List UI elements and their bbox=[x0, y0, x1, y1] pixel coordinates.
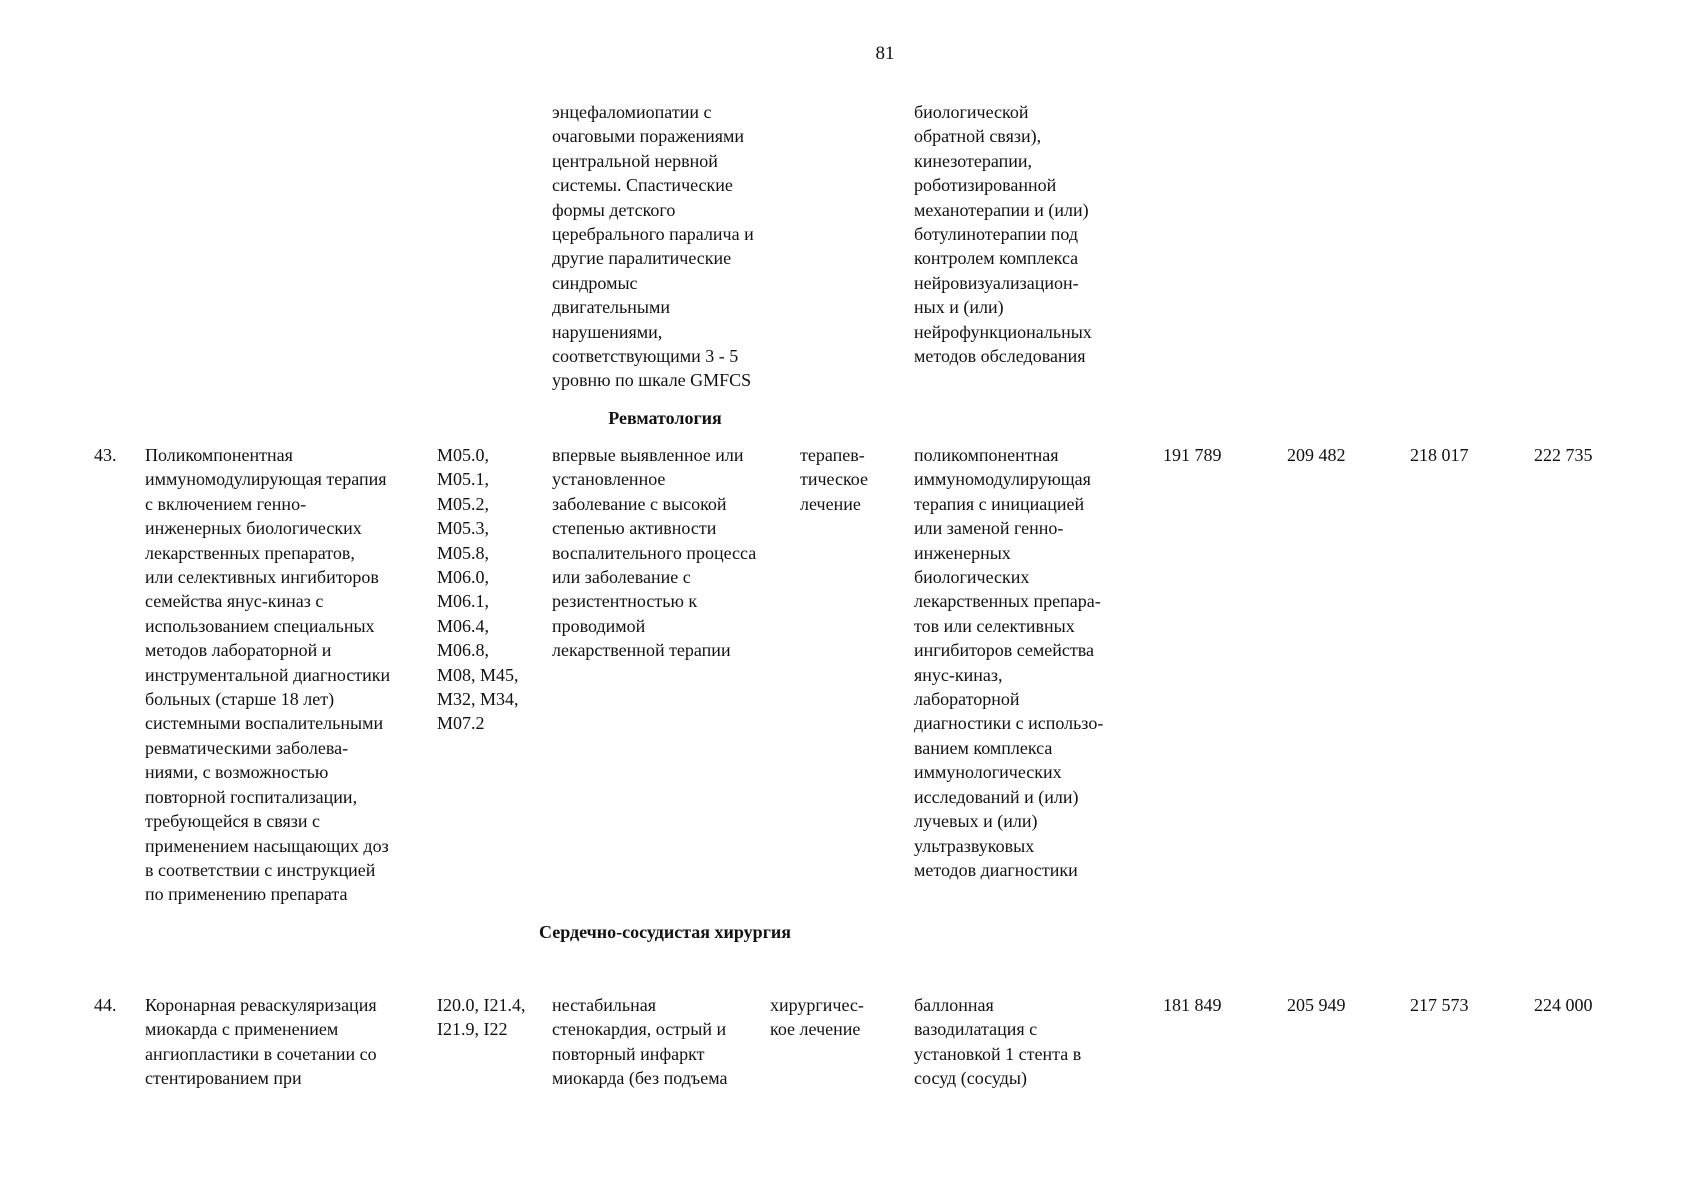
treatment-type-cell: терапев- тическое лечение bbox=[800, 445, 869, 514]
row-index: 44. bbox=[94, 995, 117, 1015]
diagnosis-cell: нестабильная стенокардия, острый и повторный инфаркт миокарда (без подъема bbox=[552, 995, 728, 1089]
method-cell: баллонная вазодилатация с установкой 1 стента в сосуд (сосуды) bbox=[914, 995, 1082, 1089]
cost-value-1: 191 789 bbox=[1163, 445, 1222, 465]
icd-codes-cell: I20.0, I21.4, I21.9, I22 bbox=[437, 995, 526, 1040]
cost-value-2: 209 482 bbox=[1287, 445, 1346, 465]
cost-value-3: 217 573 bbox=[1410, 995, 1469, 1015]
diagnosis-cell: впервые выявленное или установленное заболевание с высокой степенью активности воспалительного процесса или заболевание с резистентностью к проводимой лекарственной терапии bbox=[552, 445, 757, 661]
continued-diagnosis-cell: энцефаломиопатии с очаговыми поражениями центральной нервной системы. Спастические формы детского церебрального паралича и другие паралитические синдромыс двигательными нарушениями, соответствующими 3 - 5 уровню по шкале GMFCS bbox=[552, 102, 754, 391]
section-heading-cardio-surgery: Сердечно-сосудистая хирургия bbox=[539, 922, 791, 942]
procedure-name-cell: Поликомпонентная иммуномодулирующая терапия с включением генно- инженерных биологических лекарственных препаратов, или селективных ингибиторов семейства янус-киназ с использованием специальных методов лабораторной и инструментальной диагностики больных (старше 18 лет) системными воспалительными ревматическими заболева- ниями, с возможностью повторной госпитализации, требующейся в связи с применением насыщающих доз в соответствии с инструкцией по применению препарата bbox=[145, 445, 391, 905]
page-number: 81 bbox=[875, 43, 895, 64]
cost-value-1: 181 849 bbox=[1163, 995, 1222, 1015]
cost-value-3: 218 017 bbox=[1410, 445, 1469, 465]
method-cell: поликомпонентная иммуномодулирующая терапия с инициацией или заменой генно- инженерных биологических лекарственных препара- тов или селективных ингибиторов семейства янус-киназ, лабораторной диагностики с использо- ванием комплекса иммунологических исследований и (или) лучевых и (или) ультразвуковых методов диагностики bbox=[914, 445, 1104, 880]
cost-value-2: 205 949 bbox=[1287, 995, 1346, 1015]
cost-value-4: 222 735 bbox=[1534, 445, 1593, 465]
continued-method-cell: биологической обратной связи), кинезотерапии, роботизированной механотерапии и (или) ботулинотерапии под контролем комплекса нейровизуализацион- ных и (или) нейрофункциональных методов обследования bbox=[914, 102, 1092, 367]
procedure-name-cell: Коронарная реваскуляризация миокарда с применением ангиопластики в сочетании со стентированием при bbox=[145, 995, 377, 1089]
cost-value-4: 224 000 bbox=[1534, 995, 1593, 1015]
section-heading-rheumatology: Ревматология bbox=[608, 408, 722, 428]
icd-codes-cell: M05.0, M05.1, M05.2, M05.3, M05.8, M06.0, M06.1, M06.4, M06.8, M08, M45, M32, M34, M07.2 bbox=[437, 445, 519, 734]
treatment-type-cell: хирургичес- кое лечение bbox=[770, 995, 864, 1040]
row-index: 43. bbox=[94, 445, 117, 465]
